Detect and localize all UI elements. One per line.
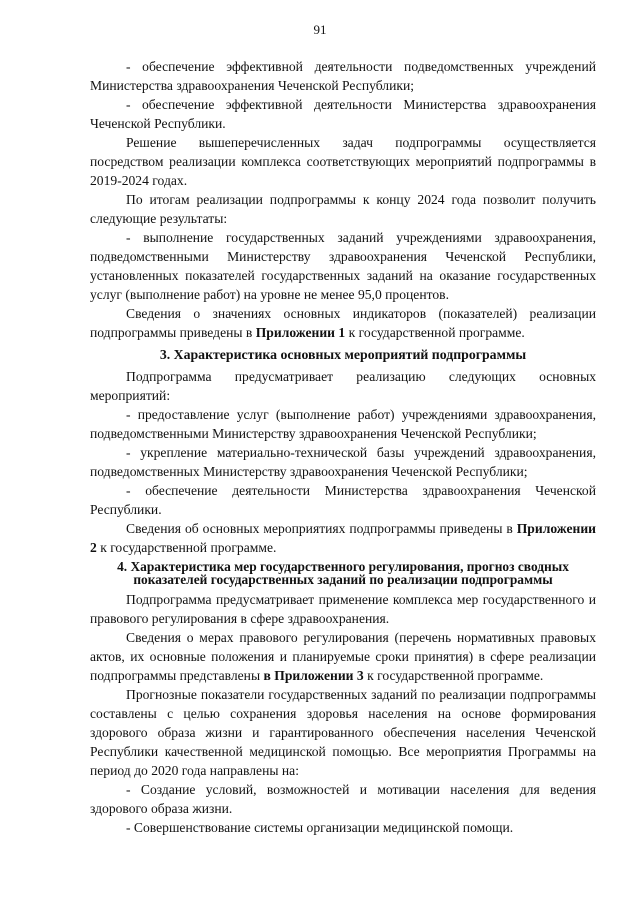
page-number: 91 bbox=[313, 22, 327, 37]
paragraph: - Создание условий, возможностей и мотивации населения для ведения здорового образа жизни. bbox=[90, 782, 596, 816]
text-run: к государственной программе. bbox=[345, 325, 525, 340]
paragraph: Подпрограмма предусматривает реализацию следующих основных мероприятий: bbox=[90, 369, 596, 403]
paragraph-activities bbox=[90, 519, 596, 557]
text-run: Сведения о значениях основных индикаторов (показателей) реализации подпрограммы приведены в bbox=[90, 306, 596, 340]
paragraph: - Совершенствование системы организации медицинской помощи. bbox=[126, 820, 514, 835]
paragraph: Решение вышеперечисленных задач подпрограммы осуществляется посредством реализации комплекса соответствующих мероприятий подпрограммы в 2019-2024 годах. bbox=[90, 135, 596, 188]
bold-run: Приложении 1 bbox=[255, 325, 346, 340]
text-run: к государственной программе. bbox=[96, 540, 277, 555]
paragraph: - обеспечение эффективной деятельности подведомственных учреждений Министерства здравоохранения Чеченской Республики; bbox=[90, 59, 596, 93]
paragraph-legal bbox=[90, 628, 596, 685]
paragraph: Прогнозные показатели государственных заданий по реализации подпрограммы составлены с целью сохранения здоровья населения на основе формирования здорового образа жизни и гарантированного обеспечения населения Чеченской Республики качественной медицинской помощью. Все мероприятия Программы на период до 2020 года направлены на: bbox=[90, 687, 596, 778]
paragraph: - обеспечение эффективной деятельности Министерства здравоохранения Чеченской Республики. bbox=[90, 97, 596, 131]
bold-run: Приложении 2 bbox=[90, 521, 596, 555]
paragraph: - укрепление материально-технической базы учреждений здравоохранения, подведомственных Министерству здравоохранения Чеченской Республики; bbox=[90, 445, 596, 479]
text-run: Сведения о мерах правового регулирования (перечень нормативных правовых актов, их основные положения и планируемые сроки принятия) в сфере реализации подпрограммы представлены bbox=[90, 630, 596, 683]
paragraph: - обеспечение деятельности Министерства здравоохранения Чеченской Республики. bbox=[90, 483, 596, 517]
bold-run: в Приложении 3 bbox=[263, 668, 364, 683]
paragraph: По итогам реализации подпрограммы к концу 2024 года позволит получить следующие результаты: bbox=[90, 192, 596, 226]
paragraph: - предоставление услуг (выполнение работ) учреждениями здравоохранения, подведомственными Министерству здравоохранения Чеченской Республики; bbox=[90, 407, 596, 441]
paragraph: - выполнение государственных заданий учреждениями здравоохранения, подведомственными Министерству здравоохранения Чеченской Республики, установленных показателей государственных заданий на оказание государственных услуг (выполнение работ) на уровне не менее 95,0 процентов. bbox=[90, 230, 596, 302]
text-run: Сведения об основных мероприятиях подпрограммы приведены в bbox=[126, 521, 517, 536]
paragraph: Подпрограмма предусматривает применение комплекса мер государственного и правового регулирования в сфере здравоохранения. bbox=[90, 592, 596, 626]
paragraph-indicators bbox=[90, 304, 596, 342]
page-body bbox=[90, 57, 596, 837]
section-heading-3: 3. Характеристика основных мероприятий подпрограммы bbox=[159, 347, 527, 362]
text-run: к государственной программе. bbox=[363, 668, 544, 683]
section-heading-4: 4. Характеристика мер государственного регулирования, прогноз сводных показателей государственных заданий по реализации подпрограммы bbox=[117, 559, 569, 587]
